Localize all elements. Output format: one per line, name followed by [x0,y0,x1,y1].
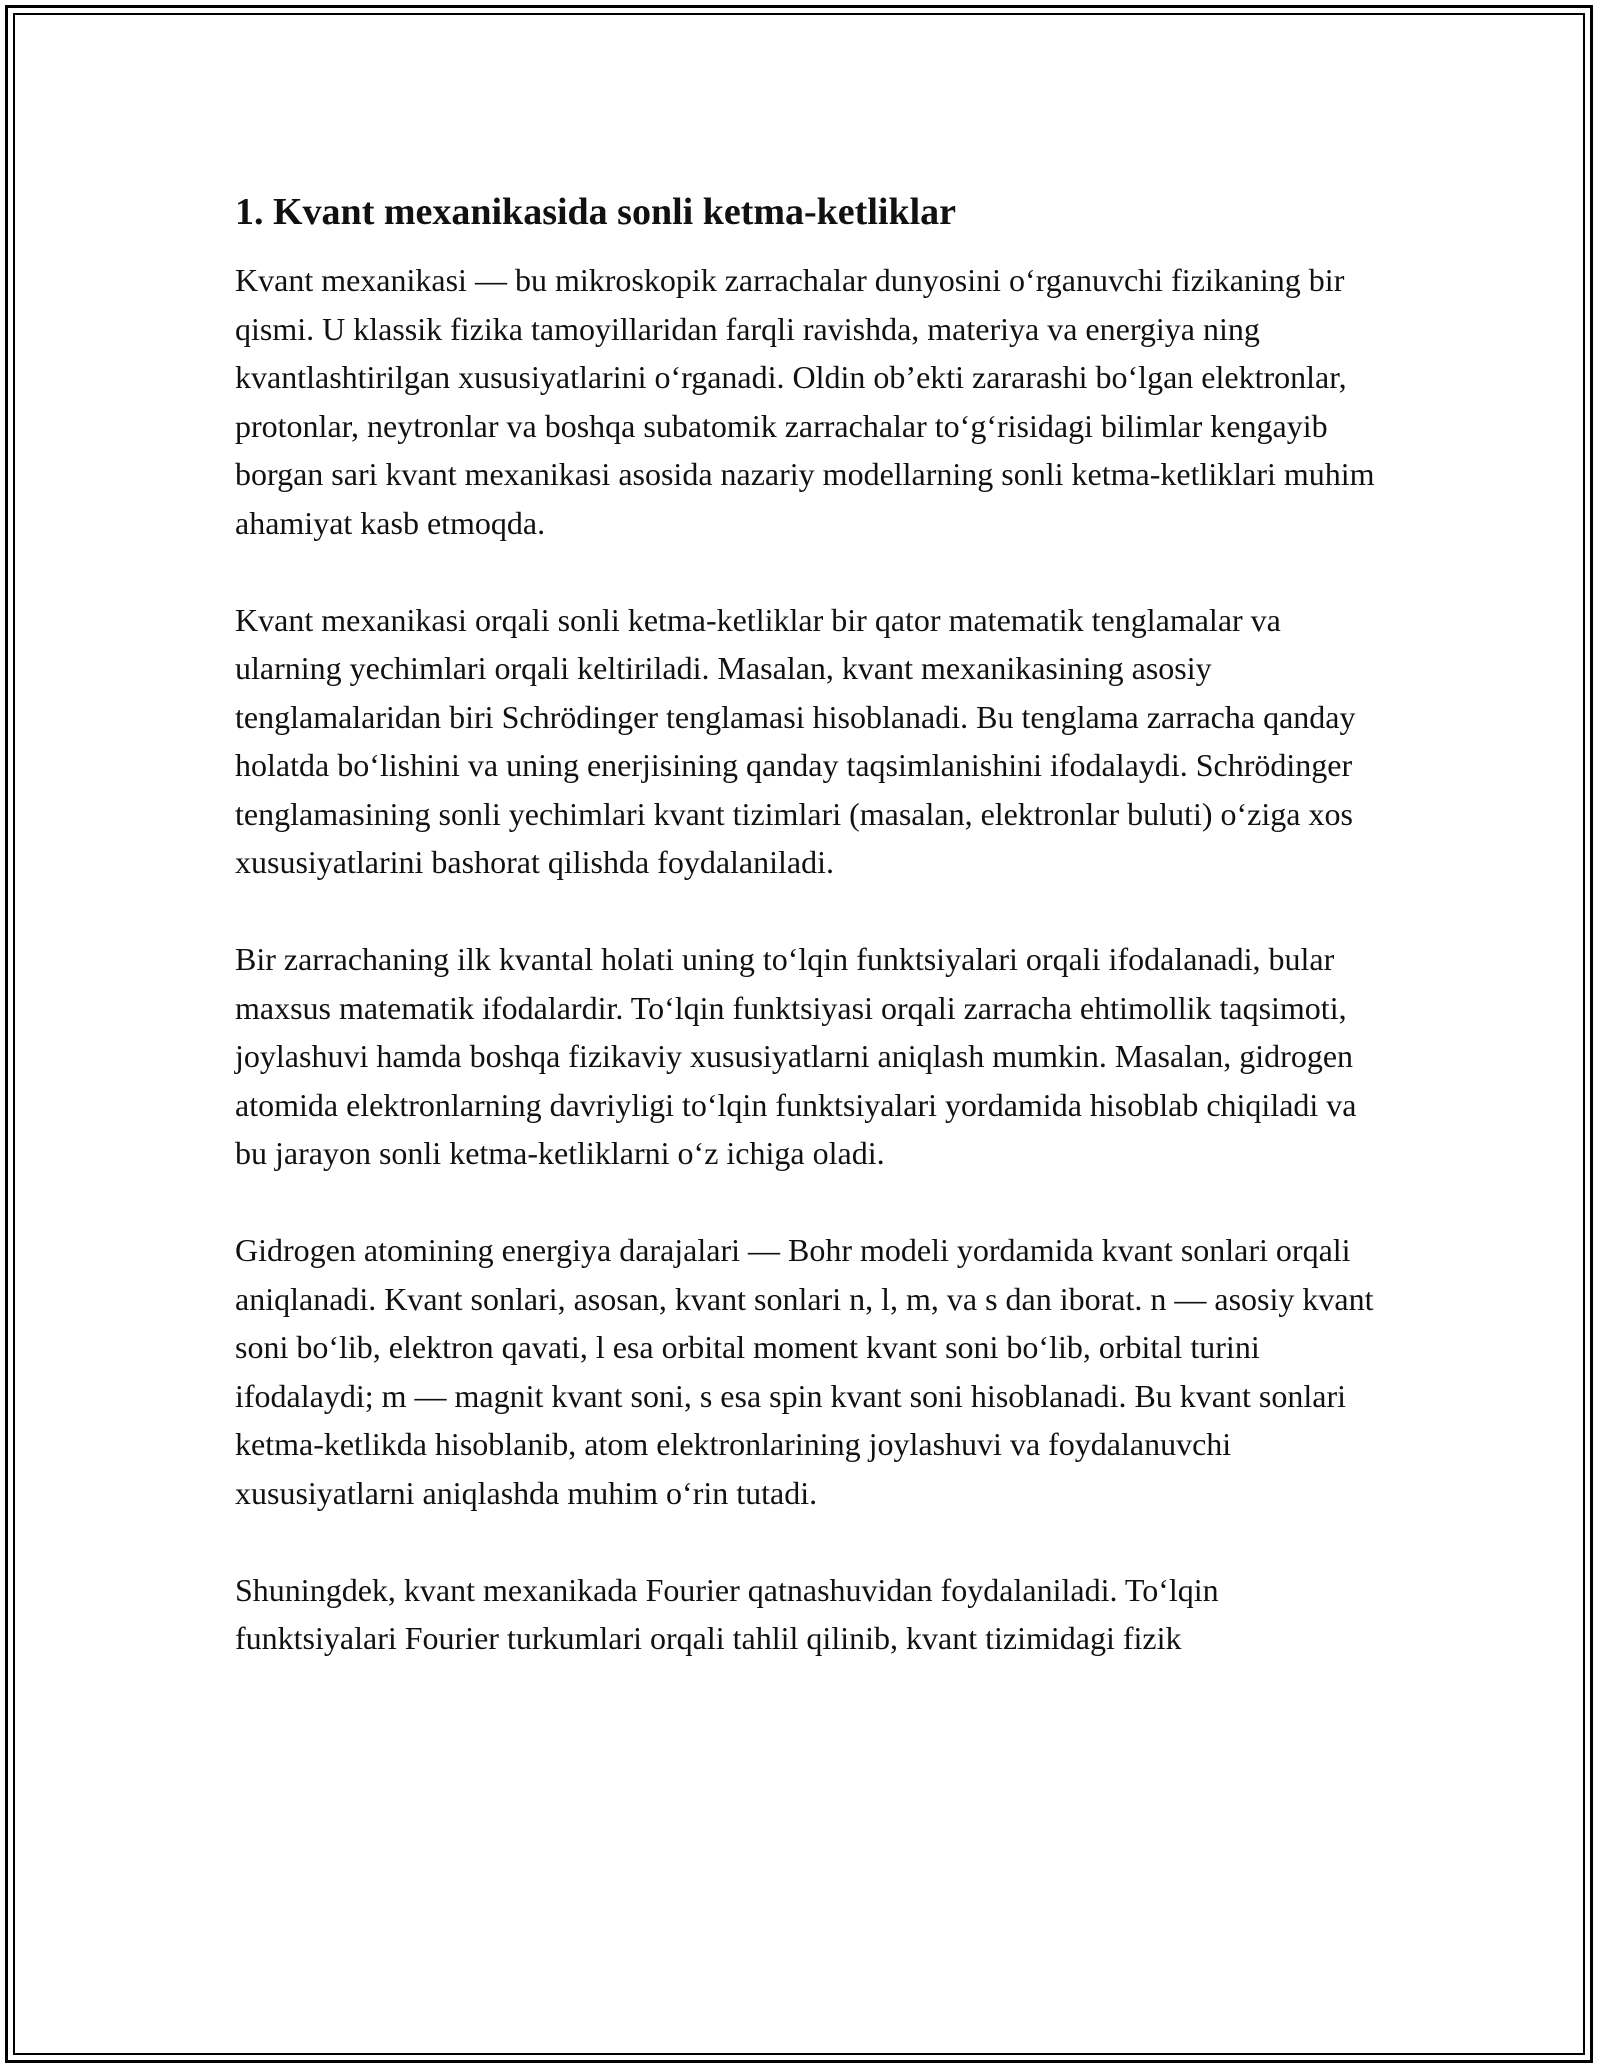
document-body [235,186,1375,1711]
paragraph-5: Shuningdek, kvant mexanikada Fourier qatnashuvidan foydalaniladi. Toʻlqin funktsiyalari Fourier turkumlari orqali tahlil qilinib, kvant tizimidagi fizik [235,1571,1219,1656]
paragraph-2: Kvant mexanikasi orqali sonli ketma-ketliklar bir qator matematik tenglamalar va ularning yechimlari orqali keltiriladi. Masalan, kvant mexanikasining asosiy tenglamalaridan biri Schrödinger tenglamasi hisoblanadi. Bu tenglama zarracha qanday holatda boʻlishini va uning enerjisining qanday taqsimlanishini ifodalaydi. Schrödinger tenglamasining sonli yechimlari kvant tizimlari (masalan, elektronlar buluti) oʻziga xos xususiyatlarini bashorat qilishda foydalaniladi. [235,601,1356,880]
section-heading: 1. Kvant mexanikasida sonli ketma-ketliklar [235,191,956,233]
paragraph-3: Bir zarrachaning ilk kvantal holati uning toʻlqin funktsiyalari orqali ifodalanadi, bular maxsus matematik ifodalardir. Toʻlqin funktsiyasi orqali zarracha ehtimollik taqsimoti, joylashuvi hamda boshqa fizikaviy xususiyatlarni aniqlash mumkin. Masalan, gidrogen atomida elektronlarning davriyligi toʻlqin funktsiyalari yordamida hisoblab chiqiladi va bu jarayon sonli ketma-ketliklarni oʻz ichiga oladi. [235,941,1357,1171]
paragraph-4: Gidrogen atomining energiya darajalari — Bohr modeli yordamida kvant sonlari orqali aniqlanadi. Kvant sonlari, asosan, kvant sonlari n, l, m, va s dan iborat. n — asosiy kvant soni boʻlib, elektron qavati, l esa orbital moment kvant soni boʻlib, orbital turini ifodalaydi; m — magnit kvant soni, s esa spin kvant soni hisoblanadi. Bu kvant sonlari ketma-ketlikda hisoblanib, atom elektronlarining joylashuvi va foydalanuvchi xususiyatlarni aniqlashda muhim oʻrin tutadi. [235,1232,1374,1511]
paragraph-1: Kvant mexanikasi — bu mikroskopik zarrachalar dunyosini oʻrganuvchi fizikaning bir qismi. U klassik fizika tamoyillaridan farqli ravishda, materiya va energiya ning kvantlashtirilgan xususiyatlarini oʻrganadi. Oldin obʼekti zararashi boʻlgan elektronlar, protonlar, neytronlar va boshqa subatomik zarrachalar toʻgʻrisidagi bilimlar kengayib borgan sari kvant mexanikasi asosida nazariy modellarning sonli ketma-ketliklari muhim ahamiyat kasb etmoqda. [235,262,1375,541]
